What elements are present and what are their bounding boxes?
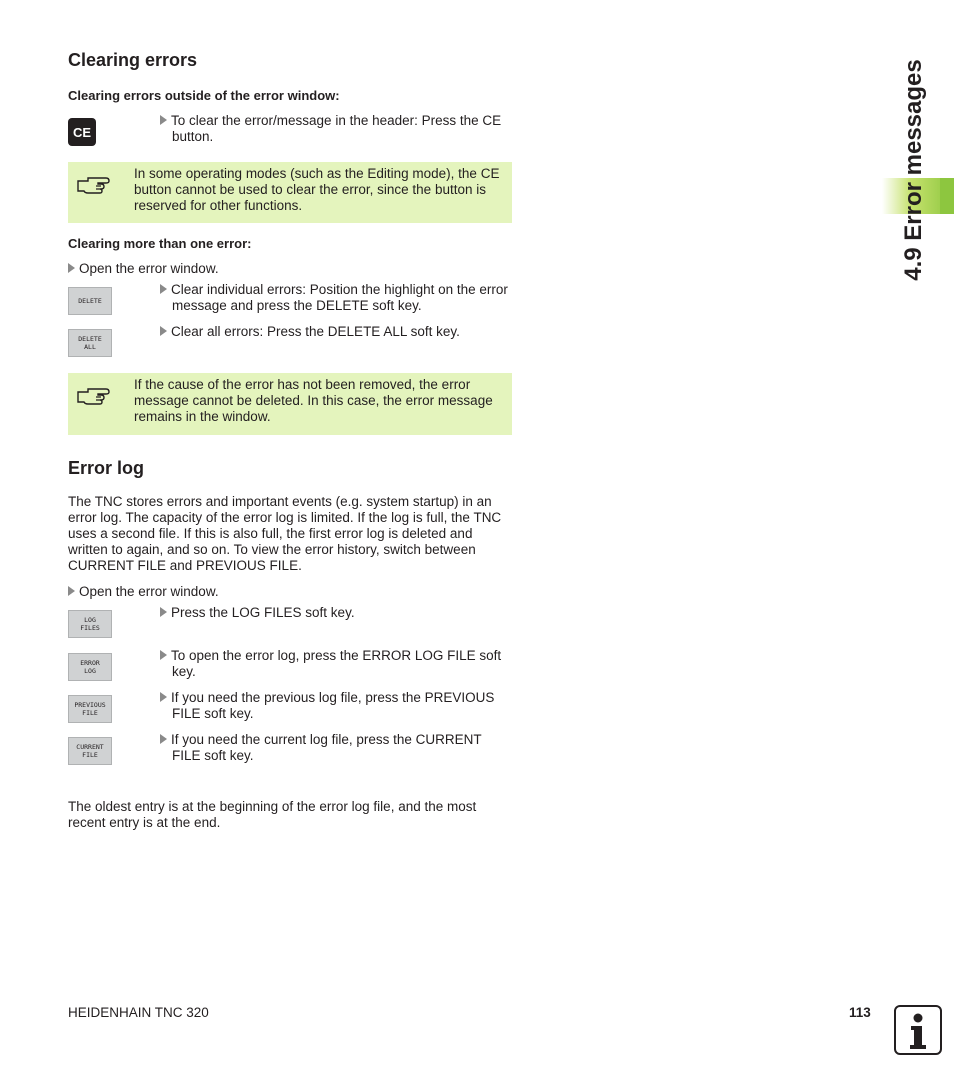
step-arrow-icon bbox=[160, 326, 167, 336]
subheading-outside-window: Clearing errors outside of the error window: bbox=[68, 88, 340, 103]
ce-key-icon: CE bbox=[68, 118, 96, 146]
step-log-files: Press the LOG FILES soft key. bbox=[160, 605, 512, 621]
step-arrow-icon bbox=[160, 607, 167, 617]
step-error-log: To open the error log, press the ERROR LOG FILE soft key. bbox=[160, 648, 512, 680]
step-previous-file: If you need the previous log file, press the PREVIOUS FILE soft key. bbox=[160, 690, 512, 722]
step-delete-all: Clear all errors: Press the DELETE ALL soft key. bbox=[160, 324, 512, 340]
footer-product: HEIDENHAIN TNC 320 bbox=[68, 1005, 209, 1020]
pointing-hand-icon bbox=[76, 172, 112, 196]
step-open-window-2: Open the error window. bbox=[68, 584, 408, 600]
note-text-2: If the cause of the error has not been removed, the error message cannot be deleted. In this case, the error message remains in the window. bbox=[134, 377, 493, 424]
step-arrow-icon bbox=[160, 650, 167, 660]
step-arrow-icon bbox=[160, 115, 167, 125]
error-log-intro: The TNC stores errors and important events (e.g. system startup) in an error log. The capacity of the error log is limited. If the log is full, the TNC uses a second file. If this is also full, the first error log is deleted and written to again, and so on. To view the error history, switch between CURRENT FILE and PREVIOUS FILE. bbox=[68, 494, 502, 573]
error-log-closing: The oldest entry is at the beginning of the error log file, and the most recent entry is at the end. bbox=[68, 799, 477, 830]
pointing-hand-icon bbox=[76, 383, 112, 407]
subheading-more-than-one: Clearing more than one error: bbox=[68, 236, 252, 251]
step-arrow-icon bbox=[68, 586, 75, 596]
softkey-previous-file[interactable]: PREVIOUS FILE bbox=[68, 695, 112, 723]
info-glyph bbox=[896, 1007, 940, 1053]
softkey-log-files[interactable]: LOG FILES bbox=[68, 610, 112, 638]
step-current-file: If you need the current log file, press the CURRENT FILE soft key. bbox=[160, 732, 512, 764]
page-number: 113 bbox=[849, 1005, 871, 1020]
heading-error-log: Error log bbox=[68, 458, 145, 478]
chapter-title-vertical: 4.9 Error messages bbox=[900, 59, 927, 281]
step-arrow-icon bbox=[68, 263, 75, 273]
heading-clearing-errors: Clearing errors bbox=[68, 50, 198, 70]
step-arrow-icon bbox=[160, 734, 167, 744]
softkey-current-file[interactable]: CURRENT FILE bbox=[68, 737, 112, 765]
note-text-1: In some operating modes (such as the Editing mode), the CE button cannot be used to clear the error, since the button is reserved for other functions. bbox=[134, 166, 500, 213]
softkey-error-log[interactable]: ERROR LOG bbox=[68, 653, 112, 681]
step-arrow-icon bbox=[160, 284, 167, 294]
step-open-window-1: Open the error window. bbox=[68, 261, 408, 277]
step-delete: Clear individual errors: Position the highlight on the error message and press the DELETE soft key. bbox=[160, 282, 512, 314]
step-ce: To clear the error/message in the header: Press the CE button. bbox=[160, 113, 512, 145]
softkey-delete-all[interactable]: DELETE ALL bbox=[68, 329, 112, 357]
note-box-2 bbox=[68, 373, 512, 435]
step-arrow-icon bbox=[160, 692, 167, 702]
softkey-delete[interactable]: DELETE bbox=[68, 287, 112, 315]
info-icon bbox=[894, 1005, 942, 1055]
note-box-1 bbox=[68, 162, 512, 223]
